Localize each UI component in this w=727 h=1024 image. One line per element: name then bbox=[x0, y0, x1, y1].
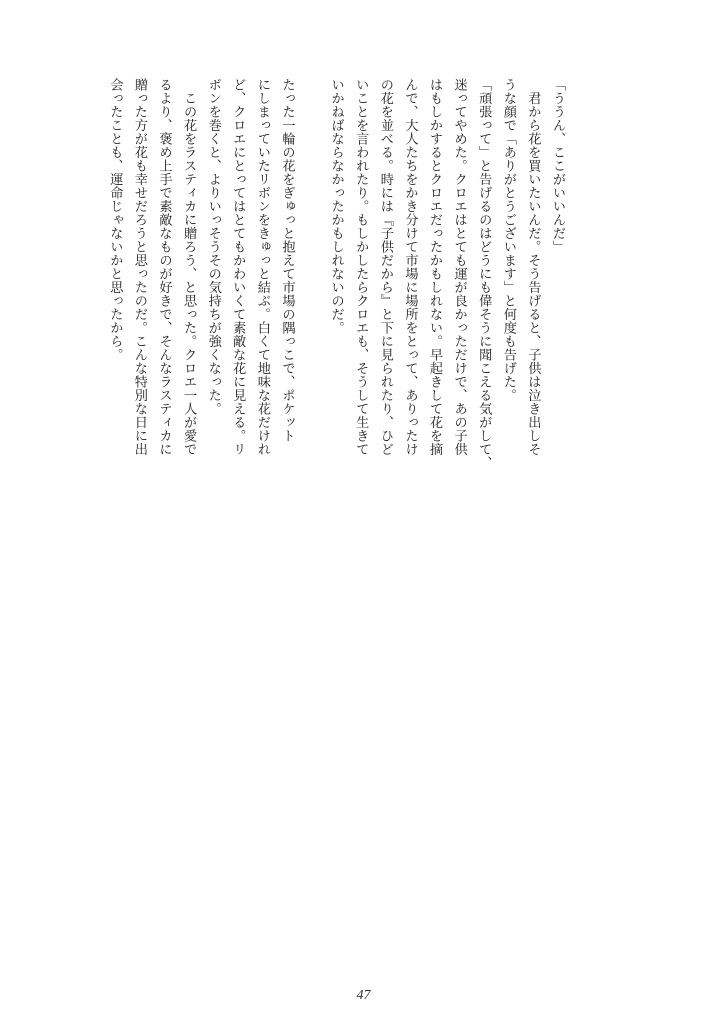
text-line: うな顔で「ありがとうございます」と何度も告げた。 bbox=[500, 78, 516, 402]
text-line: るより、褒め上手で素敵なものが好きで、そんなラスティカに bbox=[156, 78, 172, 456]
text-line: 「頑張って」と告げるのはどうにも偉そうに聞こえる気がして、 bbox=[476, 78, 492, 470]
text-line: いかねばならなかったかもしれないのだ。 bbox=[328, 78, 344, 335]
text-line: この花をラスティカに贈ろう、と思った。クロエ一人が愛で bbox=[181, 78, 197, 456]
text-line: 迷ってやめた。クロエはとても運が良かっただけで、あの子供 bbox=[451, 78, 467, 456]
paragraph-gap bbox=[298, 78, 323, 508]
text-line: はもしかするとクロエだったかもしれない。早起きして花を摘 bbox=[427, 78, 443, 456]
text-line: 贈った方が花も幸せだろうと思ったのだ。こんな特別な日に出 bbox=[131, 78, 147, 456]
page-number: 47 bbox=[356, 988, 371, 1003]
text-line: んで、大人たちをかき分けて市場に場所をとって、ありったけ bbox=[402, 78, 418, 456]
vertical-text-body bbox=[102, 78, 569, 508]
text-line: にしまっていたリボンをきゅっと結ぶ。白くて地味な花だけれ bbox=[254, 78, 270, 456]
text-line: ボンを巻くと、よりいっそうその気持ちが強くなった。 bbox=[205, 78, 221, 416]
text-line: たった一輪の花をぎゅっと抱えて市場の隅っこで、ポケット bbox=[279, 78, 295, 443]
text-line: 会ったことも、運命じゃないかと思ったから。 bbox=[107, 78, 123, 362]
text-line: ど、クロエにとってはとてもかわいくて素敵な花に見える。リ bbox=[230, 78, 246, 456]
text-line: 君から花を買いたいんだ。そう告げると、子供は泣き出しそ bbox=[525, 78, 541, 456]
text-line: 「ううん、ここがいいんだ」 bbox=[550, 78, 565, 254]
text-line: の花を並べる。時には『子供だから』と下に見られたり、ひど bbox=[377, 78, 393, 456]
text-line: いことを言われたり。もしかしたらクロエも、そうして生きて bbox=[353, 78, 369, 456]
